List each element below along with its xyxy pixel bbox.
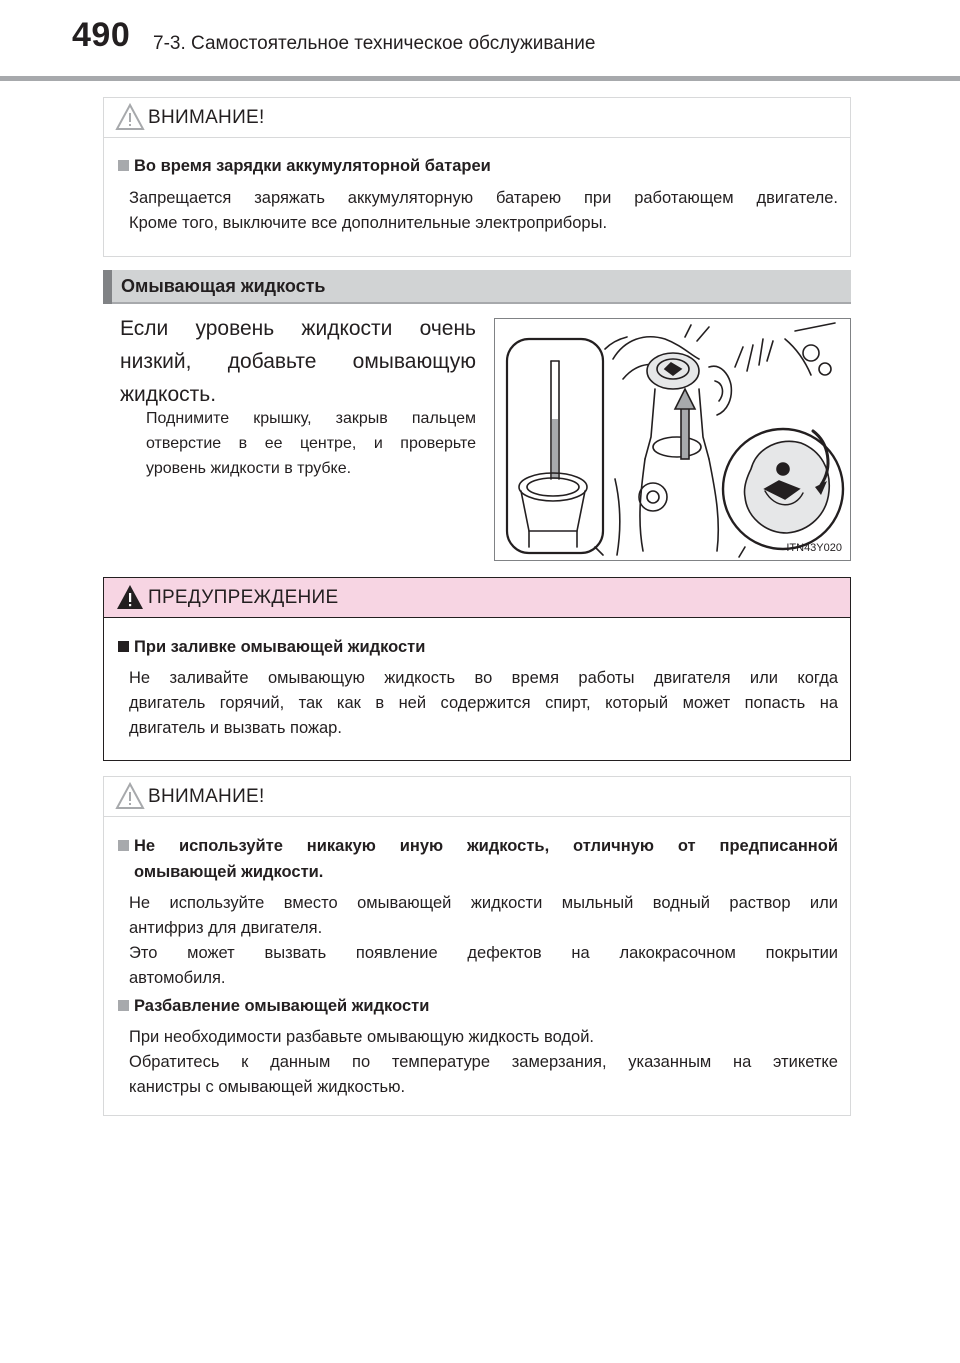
warning-header	[104, 578, 850, 618]
caution-box-battery	[103, 97, 851, 257]
item-title: Не используйте никакую иную жидкость, отличную от предписанной омывающей жидкости.	[118, 833, 838, 885]
chapter-title: 7-3. Самостоятельное техническое обслуживание	[153, 33, 596, 54]
item-body: Не заливайте омывающую жидкость во время работы двигателя или когда двигатель горячий, так как в ней содержится спирт, который может попасть на двигатель и вызвать пожар.	[129, 669, 838, 737]
item-title: Разбавление омывающей жидкости	[118, 993, 838, 1019]
step-detail: Поднимите крышку, закрыв пальцем отверстие в ее центре, и проверьте уровень жидкости в трубке.	[146, 410, 476, 477]
step-instruction: Если уровень жидкости очень низкий, добавьте омывающую жидкость.	[120, 317, 476, 406]
caution-header	[104, 777, 850, 817]
caution-title: ВНИМАНИЕ!	[148, 107, 265, 128]
warning-item-filling	[118, 634, 838, 741]
bullet-square-icon	[118, 1000, 129, 1011]
caution-header	[104, 98, 850, 138]
section-accent	[103, 270, 112, 304]
bullet-square-icon	[118, 160, 129, 171]
warning-title: ПРЕДУПРЕЖДЕНИЕ	[148, 587, 339, 608]
caution-item-other-fluid	[118, 833, 838, 991]
section-header	[103, 270, 851, 304]
bullet-square-icon	[118, 840, 129, 851]
item-body: Не используйте вместо омывающей жидкости мыльный водный раствор или антифриз для двигателя. Это может вызвать появление дефектов на лакокрасочном покрытии автомобиля.	[129, 894, 838, 987]
washer-fluid-illustration	[494, 318, 851, 561]
page-number: 490	[72, 16, 131, 54]
caution-triangle-icon	[115, 103, 145, 131]
section-title: Омывающая жидкость	[121, 276, 326, 296]
caution-item-charging	[118, 153, 838, 236]
item-body: При необходимости разбавьте омывающую жидкость водой. Обратитесь к данным по температуре замерзания, указанным на этикетке канистры с омывающей жидкостью.	[129, 1028, 838, 1096]
page-header	[0, 0, 960, 80]
warning-triangle-icon	[115, 583, 145, 611]
item-title: При заливке омывающей жидкости	[118, 634, 838, 660]
caution-title: ВНИМАНИЕ!	[148, 786, 265, 807]
warning-box	[103, 577, 851, 761]
illustration-code: ITN43Y020	[786, 542, 842, 554]
washer-reservoir-drawing	[495, 319, 851, 561]
header-rule	[0, 76, 960, 81]
item-title: Во время зарядки аккумуляторной батареи	[118, 153, 838, 179]
bullet-square-icon	[118, 641, 129, 652]
caution-triangle-icon	[115, 782, 145, 810]
item-body: Запрещается заряжать аккумуляторную батарею при работающем двигателе. Кроме того, выключите все дополнительные электроприборы.	[129, 189, 838, 232]
caution-item-dilution	[118, 993, 838, 1100]
caution-box-fluid	[103, 776, 851, 1116]
